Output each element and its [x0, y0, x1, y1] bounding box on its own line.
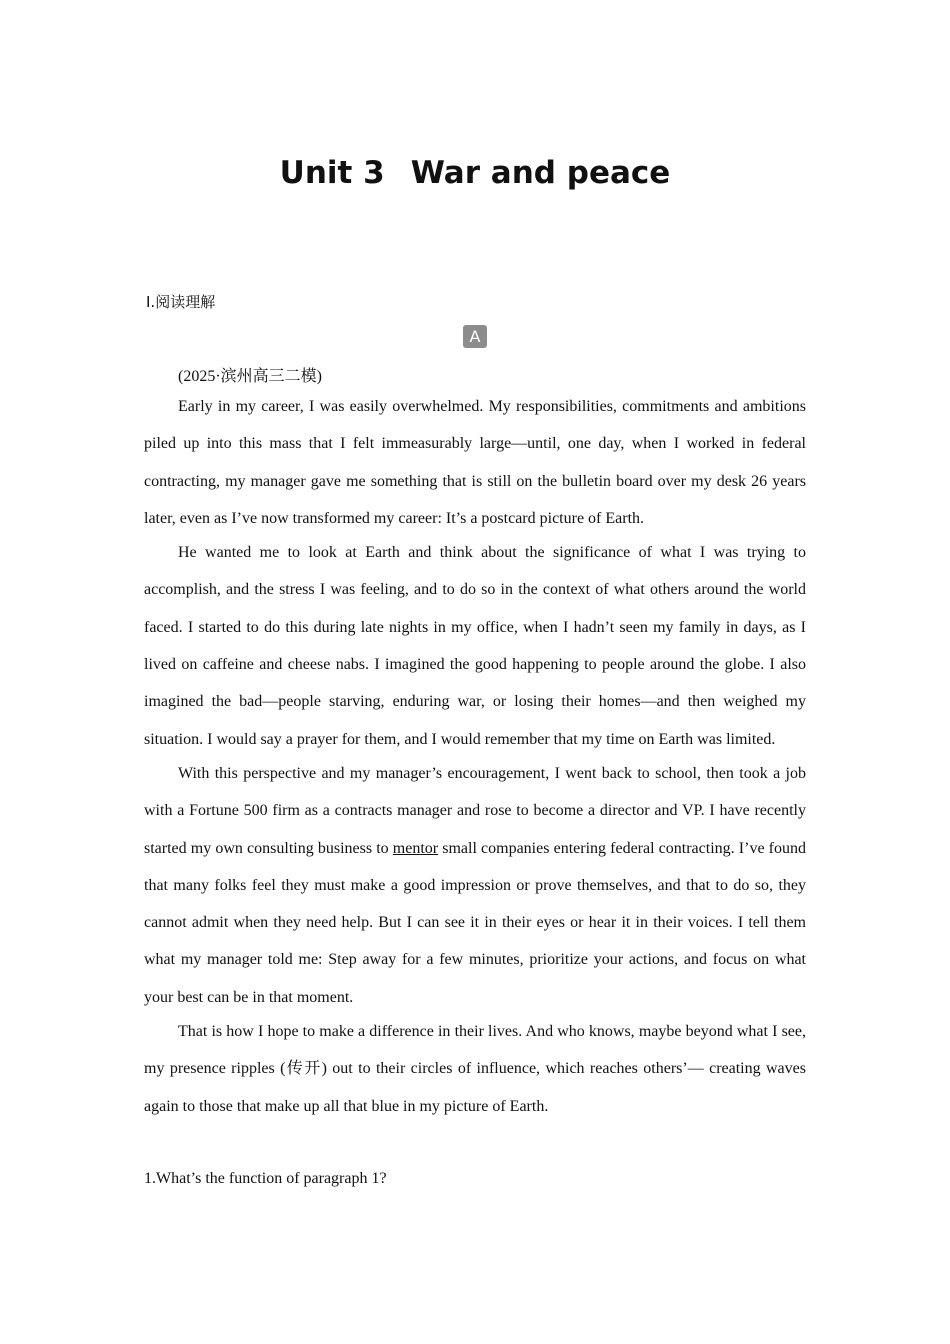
paragraph-3-text-a: With this perspective and my manager’s encouragement, I went back to school, then took a job with a Fortune 500 firm as a contracts manager and rose to become a director and VP. I have recently started my own consulting business to: [144, 764, 806, 857]
underlined-word: mentor: [392, 839, 439, 857]
question-1: 1.What’s the function of paragraph 1?: [144, 1170, 387, 1187]
paragraph-3: [144, 755, 806, 1016]
paragraph-1: Early in my career, I was easily overwhelmed. My responsibilities, commitments and ambitions piled up into this mass that I felt immeasurably large—until, one day, when I worked in federal contracting, my manager gave me something that is still on the bulletin board over my desk 26 years later, even as I’ve now transformed my career: It’s a postcard picture of Earth.: [144, 398, 806, 527]
page-title: [0, 155, 950, 191]
passage-body: [144, 388, 806, 1122]
unit-topic: War and peace: [410, 155, 671, 191]
paragraph-4: That is how I hope to make a difference in their lives. And who knows, maybe beyond what I see, my presence ripples (传开) out to their circles of influence, which reaches others’— creating waves again to those that make up all that blue in my picture of Earth.: [144, 1023, 806, 1115]
passage-source: (2025·滨州高三二模): [178, 368, 322, 385]
paragraph-3-text-b: small companies entering federal contracting. I’ve found that many folks feel they must make a good impression or prove themselves, and that to do so, they cannot admit when they need help. But I can see it in their eyes or hear it in their voices. I tell them what my manager told me: Step away for a few minutes, prioritize your actions, and focus on what your best can be in that moment.: [144, 839, 807, 1006]
passage-badge: A: [463, 325, 487, 348]
unit-label: Unit 3: [279, 155, 385, 191]
section-heading: Ⅰ.阅读理解: [146, 293, 216, 311]
paragraph-2: He wanted me to look at Earth and think about the significance of what I was trying to accomplish, and the stress I was feeling, and to do so in the context of what others around the world faced. I started to do this during late nights in my office, when I hadn’t seen my family in days, as I lived on caffeine and cheese nabs. I imagined the good happening to people around the globe. I also imagined the bad—people starving, enduring war, or losing their homes—and then weighed my situation. I would say a prayer for them, and I would remember that my time on Earth was limited.: [144, 544, 806, 748]
